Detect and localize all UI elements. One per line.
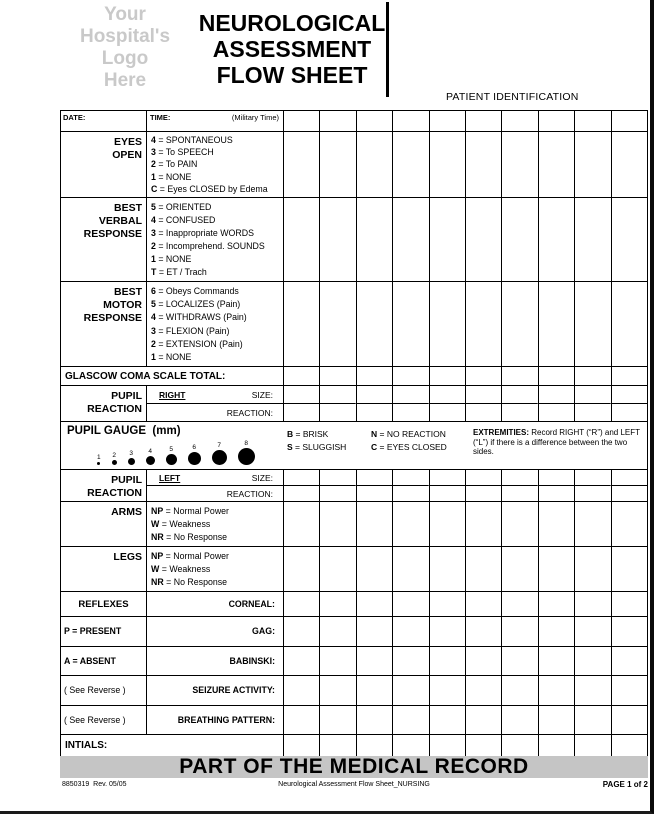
entry-cell (501, 386, 537, 421)
entry-cell (356, 198, 392, 281)
verbal-response-scale (147, 198, 284, 281)
entry-cell (392, 111, 428, 131)
entry-cell (538, 282, 574, 366)
entry-cell (611, 617, 647, 646)
eyes-open-entry-cells (284, 132, 647, 197)
pupil-reaction-right-row (61, 386, 647, 422)
entry-cell (538, 617, 574, 646)
pupil-left-desc (147, 470, 284, 501)
entry-cell (284, 706, 319, 735)
entry-cell (429, 282, 465, 366)
present-gag-row (61, 617, 647, 647)
entry-cell (319, 470, 355, 501)
entry-cell (611, 706, 647, 735)
size-label: SIZE: (251, 389, 273, 400)
entry-cell (465, 386, 501, 421)
entry-cell (538, 386, 574, 421)
present-key: P = PRESENT (61, 617, 147, 646)
verbal-response-row (61, 198, 647, 282)
entry-cell (538, 735, 574, 756)
pupil-right-entry-cells (284, 386, 647, 421)
score-item: NR = No Response (151, 577, 228, 587)
entry-cell (392, 706, 428, 735)
label-line: PUPIL (111, 474, 142, 486)
breathing-pattern-row (61, 706, 647, 736)
entry-cell (574, 617, 610, 646)
label-line: RESPONSE (83, 228, 142, 240)
motor-response-label (61, 282, 147, 366)
coma-scale-entry-cells (284, 367, 647, 385)
entry-cell (574, 198, 610, 281)
verbal-response-label (61, 198, 147, 281)
entry-cell (429, 502, 465, 546)
military-time-note: (Military Time) (231, 113, 279, 122)
entry-cell (284, 617, 319, 646)
entry-cell (465, 617, 501, 646)
entry-cell (319, 676, 355, 705)
entry-cell (574, 547, 610, 591)
entry-cell (284, 111, 319, 131)
score-item: 4 = SPONTANEOUS (151, 135, 233, 146)
entry-cell (574, 132, 610, 197)
entry-cell (574, 111, 610, 131)
entry-cell (284, 282, 319, 366)
score-item: 4 = WITHDRAWS (Pain) (151, 312, 247, 323)
entry-cell (429, 647, 465, 676)
score-item: 1 = NONE (151, 351, 192, 362)
entry-cell (356, 502, 392, 546)
entry-cell (538, 502, 574, 546)
pupil-reaction-left-row (61, 470, 647, 502)
score-item: C = EYES CLOSED (371, 442, 447, 452)
entry-cell (501, 111, 537, 131)
entry-cell (319, 132, 355, 197)
time-label: TIME: (150, 113, 171, 122)
arms-label (61, 502, 147, 546)
pupil-gauge-block (65, 423, 287, 465)
entry-cell (284, 647, 319, 676)
motor-response-scale (147, 282, 284, 366)
arms-scale (147, 502, 284, 546)
entry-cell (611, 386, 647, 421)
see-reverse-note: ( See Reverse ) (61, 706, 147, 735)
page-footer (60, 780, 648, 792)
entry-cell (501, 592, 537, 616)
pupil-gauge-dots (97, 438, 287, 465)
header-divider (386, 2, 389, 97)
score-item: 1 = NONE (151, 254, 192, 264)
entry-cell (465, 735, 501, 756)
entry-cell (574, 282, 610, 366)
pupil-gauge-dot: 1 (97, 454, 101, 465)
entry-cell (284, 198, 319, 281)
entry-cell (392, 502, 428, 546)
label-line: EYES (113, 136, 142, 148)
entry-cell (356, 470, 392, 501)
label-line: ARMS (111, 506, 142, 518)
reaction-legend-col1 (287, 423, 371, 452)
entry-cell (538, 367, 574, 385)
pupil-left-reaction-row (147, 486, 283, 501)
babinski-label: BABINSKI: (147, 647, 284, 676)
date-label: DATE: (63, 113, 86, 122)
initials-row (61, 735, 647, 757)
entry-cell (538, 592, 574, 616)
entry-cell (429, 198, 465, 281)
entry-cell (465, 132, 501, 197)
entry-cell (284, 470, 319, 501)
entry-cell (465, 198, 501, 281)
legs-label (61, 547, 147, 591)
score-item: 5 = ORIENTED (151, 202, 212, 212)
score-item: C = Eyes CLOSED by Edema (151, 183, 268, 194)
entry-cell (284, 367, 319, 385)
entry-cell (574, 367, 610, 385)
logo-line: Logo (101, 48, 149, 69)
eyes-open-row (61, 132, 647, 198)
entry-cell (319, 386, 355, 421)
seizure-activity-label: SEIZURE ACTIVITY: (147, 676, 284, 705)
entry-cell (465, 592, 501, 616)
date-time-row (61, 111, 647, 132)
entry-cell (429, 706, 465, 735)
extremities-label: EXTREMITIES: (473, 428, 530, 437)
entry-cell (392, 592, 428, 616)
entry-cell (465, 282, 501, 366)
entry-cell (465, 367, 501, 385)
assessment-table (60, 110, 648, 757)
entry-cell (392, 386, 428, 421)
medical-record-banner: PART OF THE MEDICAL RECORD (60, 756, 648, 778)
label-line: OPEN (112, 149, 142, 161)
entry-cell (611, 198, 647, 281)
logo-line: Here (103, 70, 147, 91)
entry-cell (465, 647, 501, 676)
entry-cell (392, 132, 428, 197)
label-line: REACTION (87, 487, 142, 499)
gag-entry-cells (284, 617, 647, 646)
absent-babinski-row (61, 647, 647, 677)
entry-cell (284, 547, 319, 591)
score-item: 2 = Incomprehend. SOUNDS (151, 241, 265, 251)
entry-cell (429, 367, 465, 385)
entry-cell (284, 676, 319, 705)
label-line: RESPONSE (83, 312, 142, 324)
coma-scale-total-row (61, 367, 647, 386)
entry-cell (429, 132, 465, 197)
score-item: W = Weakness (151, 564, 211, 574)
legs-scale (147, 547, 284, 591)
entry-cell (356, 282, 392, 366)
reflexes-label: REFLEXES (61, 592, 147, 616)
score-item: 3 = FLEXION (Pain) (151, 325, 230, 336)
babinski-entry-cells (284, 647, 647, 676)
logo-line: Hospital's (79, 26, 171, 47)
entry-cell (319, 198, 355, 281)
score-item: S = SLUGGISH (287, 442, 347, 452)
entry-cell (574, 676, 610, 705)
entry-cell (284, 592, 319, 616)
score-item: 4 = CONFUSED (151, 215, 216, 225)
pupil-reaction-label (61, 386, 147, 421)
reflexes-corneal-row (61, 592, 647, 617)
entry-cell (429, 592, 465, 616)
pupil-gauge-dot: 2 (112, 452, 117, 465)
pupil-right-reaction-row (147, 404, 283, 421)
absent-key: A = ABSENT (61, 647, 147, 676)
entry-cell (392, 647, 428, 676)
entry-cell (538, 111, 574, 131)
entry-cell (319, 617, 355, 646)
extremities-text: Record RIGHT (“R”) and LEFT (“L”) if there is a difference between the two sides. (473, 428, 640, 456)
entry-cell (538, 547, 574, 591)
entry-cell (538, 132, 574, 197)
entry-cell (392, 617, 428, 646)
eyes-open-scale (147, 132, 284, 197)
entry-cell (538, 647, 574, 676)
score-item: T = ET / Trach (151, 267, 207, 277)
corneal-entry-cells (284, 592, 647, 616)
entry-cell (574, 647, 610, 676)
entry-cell (429, 617, 465, 646)
arms-entry-cells (284, 502, 647, 546)
pupil-gauge-dot: 5 (166, 446, 177, 465)
gag-label: GAG: (147, 617, 284, 646)
entry-cell (356, 735, 392, 756)
pupil-gauge-dot: 6 (188, 444, 201, 465)
motor-response-entry-cells (284, 282, 647, 366)
reaction-label: REACTION: (226, 407, 273, 418)
entry-cell (392, 735, 428, 756)
entry-cell (611, 282, 647, 366)
label-line: LEGS (113, 551, 142, 563)
entry-cell (465, 676, 501, 705)
entry-cell (611, 676, 647, 705)
entry-cell (429, 735, 465, 756)
initials-entry-cells (284, 735, 647, 756)
entry-cell (319, 547, 355, 591)
entry-cell (538, 676, 574, 705)
entry-cell (392, 367, 428, 385)
see-reverse-note: ( See Reverse ) (61, 676, 147, 705)
entry-cell (501, 502, 537, 546)
entry-cell (356, 111, 392, 131)
entry-cell (319, 647, 355, 676)
entry-cell (501, 617, 537, 646)
pupil-gauge-dot: 3 (128, 450, 135, 465)
arms-row (61, 502, 647, 547)
verbal-response-entry-cells (284, 198, 647, 281)
patient-identification-label: PATIENT IDENTIFICATION (446, 91, 579, 103)
entry-cell (356, 592, 392, 616)
entry-cell (284, 386, 319, 421)
entry-cell (429, 547, 465, 591)
entry-cell (319, 502, 355, 546)
breathing-entry-cells (284, 706, 647, 735)
entry-cell (611, 470, 647, 501)
reaction-legend-col2 (371, 423, 471, 452)
entry-cell (356, 647, 392, 676)
pupil-gauge-label: PUPIL GAUGE (mm) (67, 425, 181, 437)
entry-cell (429, 676, 465, 705)
score-item: B = BRISK (287, 429, 329, 439)
entry-cell (356, 706, 392, 735)
corneal-label: CORNEAL: (147, 592, 284, 616)
entry-cell (574, 592, 610, 616)
pupil-right-desc (147, 386, 284, 421)
score-item: 1 = NONE (151, 171, 192, 182)
breathing-pattern-label: BREATHING PATTERN: (147, 706, 284, 735)
pupil-side-left: LEFT (159, 472, 181, 483)
entry-cell (465, 547, 501, 591)
entry-cell (356, 132, 392, 197)
legs-entry-cells (284, 547, 647, 591)
entry-cell (465, 470, 501, 501)
form-title-line: NEUROLOGICAL (198, 10, 386, 36)
entry-cell (319, 282, 355, 366)
entry-cell (611, 592, 647, 616)
pupil-left-size-row (147, 470, 283, 486)
entry-cell (319, 592, 355, 616)
label-line: REACTION (87, 403, 142, 415)
entry-cell (574, 386, 610, 421)
pupil-reaction-label (61, 470, 147, 501)
label-line: VERBAL (98, 215, 142, 227)
score-item: 6 = Obeys Commands (151, 286, 239, 297)
eyes-open-label (61, 132, 147, 197)
entry-cell (501, 735, 537, 756)
entry-cell (465, 502, 501, 546)
date-time-entry-cells (284, 111, 647, 131)
label-line: BEST (113, 202, 142, 214)
entry-cell (574, 706, 610, 735)
entry-cell (392, 470, 428, 501)
entry-cell (501, 676, 537, 705)
date-label-cell (61, 111, 147, 131)
score-item: NP = Normal Power (151, 506, 229, 516)
entry-cell (356, 676, 392, 705)
entry-cell (611, 132, 647, 197)
label-line: BEST (113, 286, 142, 298)
pupil-right-size-row (147, 386, 283, 404)
score-item: W = Weakness (151, 519, 211, 529)
entry-cell (611, 111, 647, 131)
size-label: SIZE: (251, 472, 273, 483)
entry-cell (284, 502, 319, 546)
pupil-gauge-dot: 7 (212, 442, 227, 465)
score-item: 3 = To SPEECH (151, 147, 214, 158)
entry-cell (538, 198, 574, 281)
entry-cell (501, 470, 537, 501)
entry-cell (501, 706, 537, 735)
label-line: MOTOR (103, 299, 142, 311)
entry-cell (356, 367, 392, 385)
label-line: PUPIL (111, 390, 142, 402)
entry-cell (284, 132, 319, 197)
motor-response-row (61, 282, 647, 367)
entry-cell (319, 111, 355, 131)
entry-cell (611, 735, 647, 756)
entry-cell (319, 706, 355, 735)
entry-cell (611, 547, 647, 591)
entry-cell (284, 735, 319, 756)
seizure-entry-cells (284, 676, 647, 705)
entry-cell (392, 282, 428, 366)
entry-cell (611, 367, 647, 385)
score-item: 2 = To PAIN (151, 159, 198, 170)
entry-cell (392, 676, 428, 705)
page-number: PAGE 1 of 2 (602, 780, 648, 789)
score-item: 2 = EXTENSION (Pain) (151, 338, 243, 349)
initials-label: INTIALS: (61, 735, 284, 756)
time-label-cell (147, 111, 284, 131)
entry-cell (319, 735, 355, 756)
score-item: N = NO REACTION (371, 429, 446, 439)
entry-cell (574, 735, 610, 756)
entry-cell (501, 647, 537, 676)
entry-cell (429, 386, 465, 421)
pupil-gauge-dot: 4 (146, 448, 155, 465)
entry-cell (356, 547, 392, 591)
form-title-line: FLOW SHEET (216, 62, 368, 88)
footer-doc-title: Neurological Assessment Flow Sheet_NURSING (278, 781, 430, 788)
entry-cell (501, 132, 537, 197)
entry-cell (356, 617, 392, 646)
score-item: NR = No Response (151, 532, 228, 542)
score-item: 3 = Inappropriate WORDS (151, 228, 254, 238)
form-number: 8850319 Rev. 05/05 (62, 781, 127, 788)
hospital-logo-placeholder (55, 4, 195, 92)
entry-cell (392, 547, 428, 591)
entry-cell (319, 367, 355, 385)
entry-cell (429, 470, 465, 501)
pupil-left-entry-cells (284, 470, 647, 501)
seizure-activity-row (61, 676, 647, 706)
entry-cell (611, 502, 647, 546)
logo-line: Your (104, 4, 146, 25)
entry-cell (611, 647, 647, 676)
entry-cell (356, 386, 392, 421)
score-item: 5 = LOCALIZES (Pain) (151, 299, 241, 310)
extremities-note (471, 423, 643, 457)
entry-cell (392, 198, 428, 281)
entry-cell (465, 111, 501, 131)
form-title (198, 10, 386, 88)
legs-row (61, 547, 647, 592)
entry-cell (501, 198, 537, 281)
pupil-gauge-dot: 8 (238, 440, 255, 465)
entry-cell (465, 706, 501, 735)
entry-cell (429, 111, 465, 131)
reaction-label: REACTION: (226, 488, 273, 499)
entry-cell (538, 706, 574, 735)
entry-cell (538, 470, 574, 501)
score-item: NP = Normal Power (151, 551, 229, 561)
entry-cell (501, 547, 537, 591)
entry-cell (574, 470, 610, 501)
entry-cell (501, 367, 537, 385)
pupil-gauge-row (61, 422, 647, 470)
pupil-side-right: RIGHT (159, 389, 186, 400)
coma-scale-total-label: GLASCOW COMA SCALE TOTAL: (61, 367, 284, 385)
form-title-line: ASSESSMENT (212, 36, 372, 62)
entry-cell (501, 282, 537, 366)
entry-cell (574, 502, 610, 546)
